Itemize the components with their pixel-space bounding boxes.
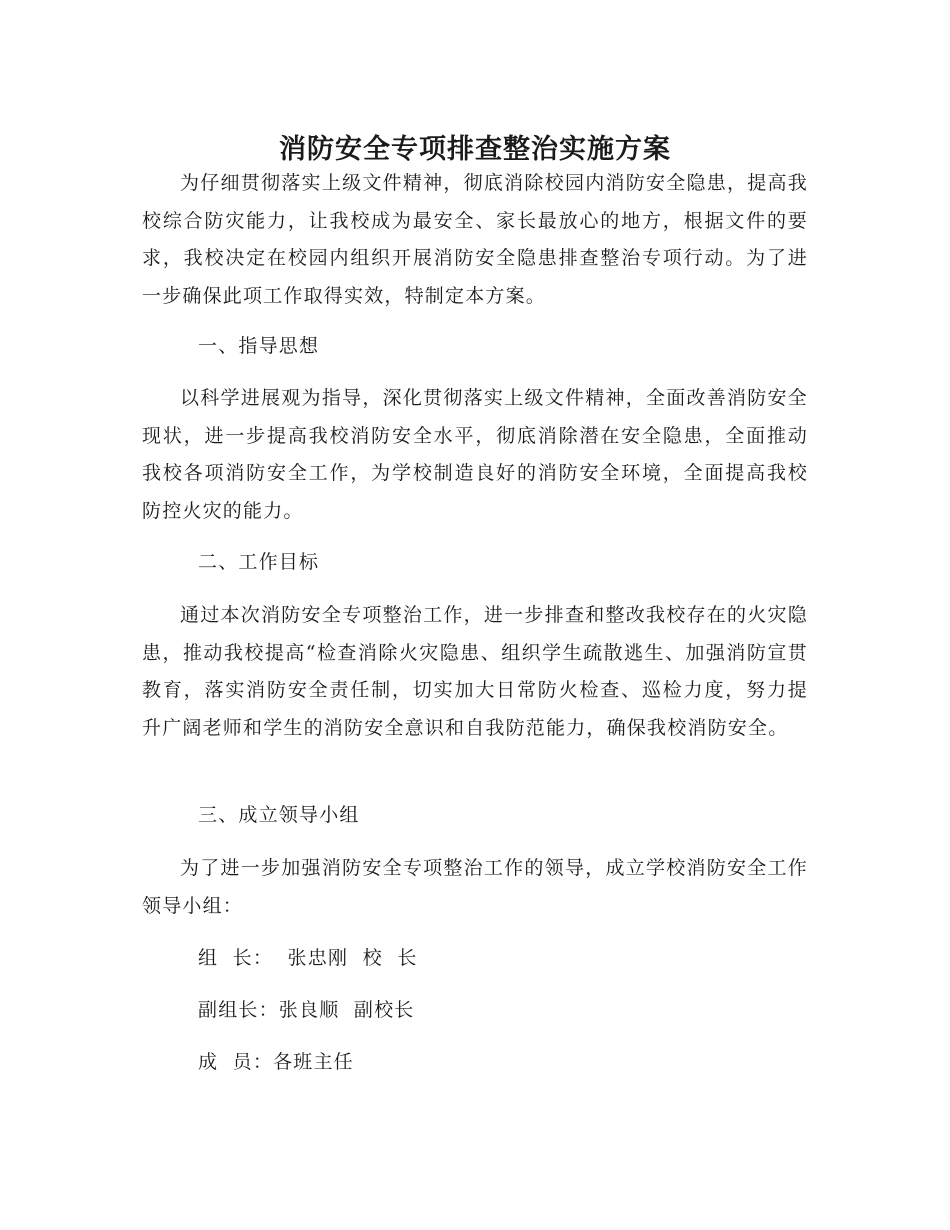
document-title: 消防安全专项排查整治实施方案 bbox=[279, 134, 671, 166]
section-body-work-goals: 通过本次消防安全专项整治工作，进一步排查和整改我校存在的火灾隐患，推动我校提高“检查消除火灾隐患、组织学生疏散逃生、加强消防宣贯教育，落实消防安全责任制，切实加大日常防火检查、巡检力度，努力提升广阔老师和学生的消防安全意识和自我防范能力，确保我校消防安全。 bbox=[142, 604, 808, 739]
intro-paragraph: 为仔细贯彻落实上级文件精神，彻底消除校园内消防安全隐患，提高我校综合防灾能力，让我校成为最安全、家长最放心的地方，根据文件的要求，我校决定在校园内组织开展消防安全隐患排查整治专项行动。为了进一步确保此项工作取得实效，特制定本方案。 bbox=[142, 172, 808, 307]
section-body-leadership-group: 为了进一步加强消防安全专项整治工作的领导，成立学校消防安全工作领导小组： bbox=[142, 857, 808, 917]
member-line-leader: 组 长： 张忠刚 校 长 bbox=[198, 947, 418, 969]
section-heading-guiding-ideology: 一、指导思想 bbox=[198, 335, 320, 357]
section-heading-work-goals: 二、工作目标 bbox=[198, 551, 320, 573]
member-line-members: 成 员：各班主任 bbox=[198, 1051, 354, 1073]
section-body-guiding-ideology: 以科学进展观为指导，深化贯彻落实上级文件精神，全面改善消防安全现状，进一步提高我校消防安全水平，彻底消除潜在安全隐患，全面推动我校各项消防安全工作，为学校制造良好的消防安全环境，全面提高我校防控火灾的能力。 bbox=[142, 387, 808, 522]
section-heading-leadership-group: 三、成立领导小组 bbox=[198, 804, 360, 826]
member-line-deputy-leader: 副组长：张良顺 副校长 bbox=[198, 999, 415, 1021]
